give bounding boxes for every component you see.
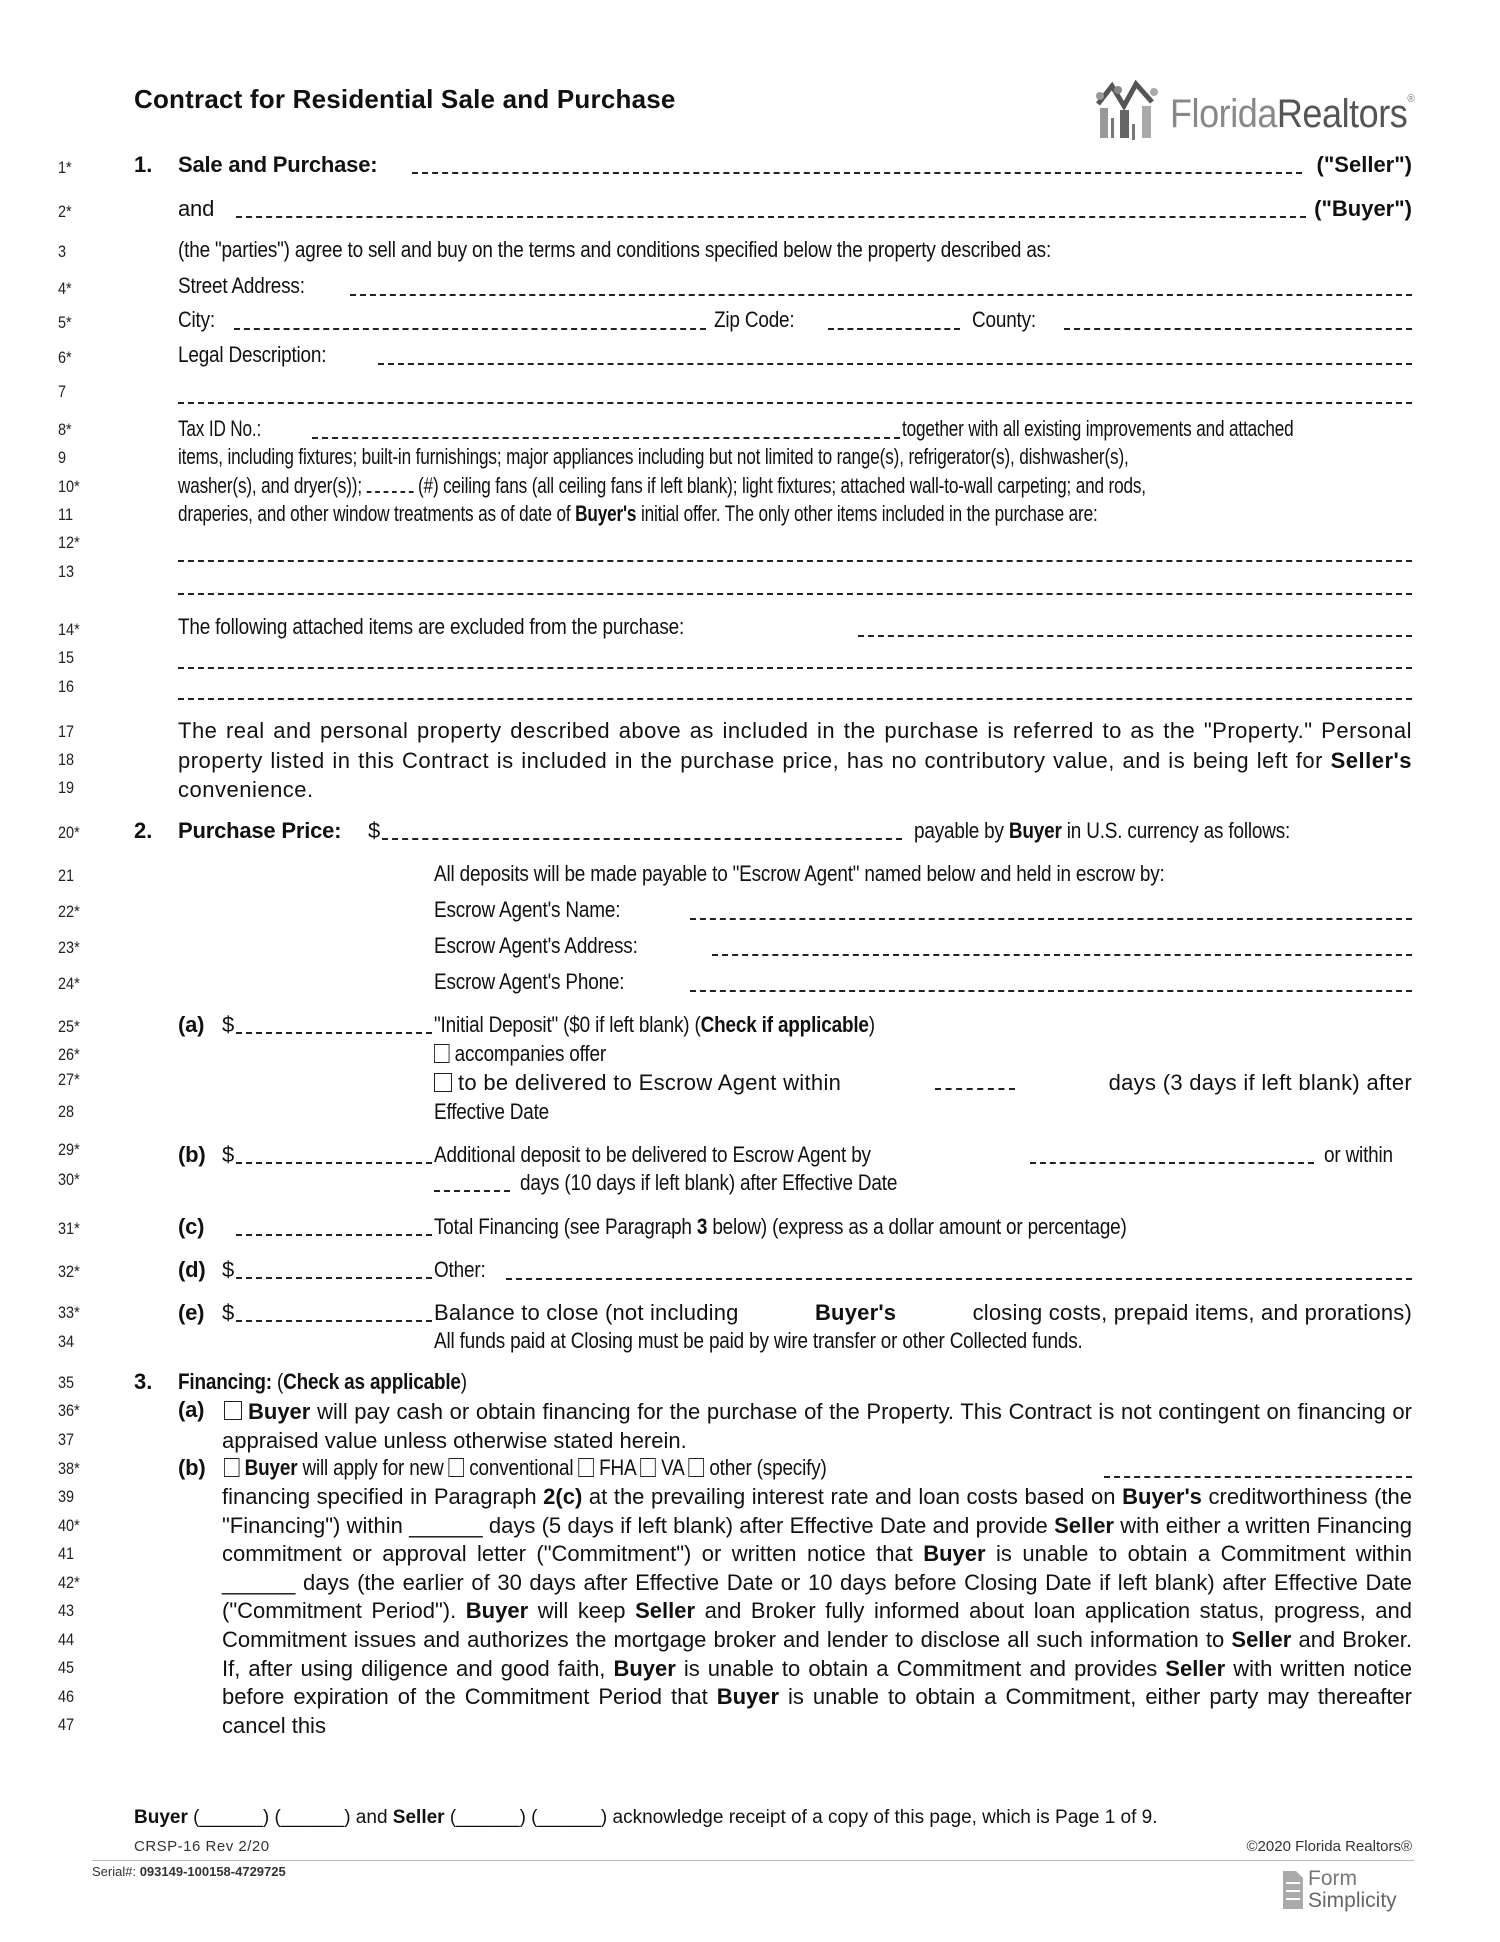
additional-deposit-days-field[interactable] — [434, 1172, 510, 1192]
accompanies-offer-checkbox[interactable] — [434, 1044, 449, 1063]
line-number: 35 — [58, 1373, 75, 1392]
item-d-dollar: $ — [222, 1257, 235, 1282]
apply-financing-checkbox[interactable] — [224, 1458, 239, 1477]
bold-term: Seller — [635, 1598, 696, 1624]
washer-dryer-text: washer(s), and dryer(s)); — [178, 473, 362, 498]
footer-buyer-bold: Buyer — [134, 1807, 188, 1828]
line-number: 24* — [58, 974, 80, 993]
brand-simplicity: Simplicity — [1308, 1889, 1397, 1912]
bold-term: Seller — [1054, 1512, 1114, 1538]
balance-note: closing costs, prepaid items, and prorations) — [972, 1300, 1412, 1325]
delivered-within-checkbox[interactable] — [434, 1073, 452, 1092]
cash-financing-text: will pay cash or obtain financing for the purchase of the Property. This Contract is not contingent on financing or appraised value unless otherwise stated herein. — [222, 1399, 1412, 1453]
excluded-items-field-line-2[interactable] — [178, 665, 1412, 669]
section-3-number: 3. — [134, 1369, 153, 1394]
line-number: 23* — [58, 938, 80, 957]
bold-term: Buyer — [613, 1655, 676, 1681]
currency-text: in U.S. currency as follows: — [1066, 818, 1291, 843]
total-financing-label: Total Financing (see Paragraph — [434, 1214, 692, 1239]
line-number: 22* — [58, 902, 80, 921]
window-treatments-text: draperies, and other window treatments as of date of — [178, 501, 571, 526]
logo-realtors: Realtors — [1276, 92, 1408, 136]
item-b-dollar: $ — [222, 1142, 235, 1167]
item-b-label: (b) — [178, 1142, 206, 1167]
other-specify-label: other (specify) — [709, 1455, 827, 1480]
line-number: 21 — [58, 866, 75, 885]
balance-to-close-field[interactable] — [236, 1302, 432, 1322]
fha-label: FHA — [599, 1455, 636, 1480]
zip-code-label: Zip Code: — [714, 307, 795, 332]
line-number: 42* — [58, 1573, 80, 1592]
line-number: 28 — [58, 1102, 75, 1121]
document-title: Contract for Residential Sale and Purchase — [134, 84, 676, 114]
check-if-applicable: Check if applicable — [700, 1012, 869, 1037]
city-field[interactable] — [234, 310, 706, 330]
escrow-phone-field[interactable] — [690, 972, 1412, 992]
other-label: Other: — [434, 1257, 486, 1282]
other-amount-field[interactable] — [236, 1259, 432, 1279]
bold-term: Seller — [1231, 1626, 1292, 1652]
payable-text — [914, 818, 1290, 844]
buyer-label: ("Buyer") — [1314, 196, 1412, 221]
payable-by-text: payable by — [914, 818, 1004, 843]
initial-deposit-label: "Initial Deposit" ($0 if left blank) ( — [434, 1012, 701, 1037]
line-number: 29* — [58, 1140, 80, 1159]
bold-term: Buyer — [923, 1541, 986, 1567]
item-c-label: (c) — [178, 1214, 205, 1239]
and-label: and — [178, 196, 215, 221]
buyer-bold: Buyer — [248, 1399, 311, 1424]
excluded-items-field[interactable] — [858, 617, 1412, 637]
financing-a-label: (a) — [178, 1397, 205, 1422]
line-number: 6* — [58, 348, 72, 367]
body-text-run: and Broker. If, after using diligence and good faith, — [222, 1626, 1412, 1681]
ceiling-fans-count-field[interactable] — [367, 473, 414, 493]
city-label: City: — [178, 307, 215, 332]
balance-to-close-text — [434, 1300, 1412, 1326]
other-items-field-line-1[interactable] — [178, 558, 1412, 562]
section-2-number: 2. — [134, 818, 153, 843]
deposits-text: All deposits will be made payable to "Escrow Agent" named below and held in escrow by: — [434, 861, 1165, 886]
body-text-run: creditworthiness (the "Financing") within ______ days (5 days if left blank) after Effective Date and provide — [222, 1484, 1412, 1538]
form-simplicity-logo — [1282, 1868, 1397, 1912]
line-number: 12* — [58, 533, 80, 552]
accompanies-offer-label: accompanies offer — [454, 1041, 606, 1066]
buyer-bold: Buyer — [244, 1455, 298, 1480]
va-checkbox[interactable] — [640, 1458, 655, 1477]
form-simplicity-wordmark — [1308, 1868, 1397, 1912]
escrow-name-label: Escrow Agent's Name: — [434, 897, 621, 922]
excluded-items-label: The following attached items are excluded from the purchase: — [178, 614, 685, 639]
financing-b-body-text — [222, 1483, 1412, 1740]
serial-number — [92, 1864, 286, 1879]
line-number: 47 — [58, 1715, 75, 1734]
line-number: 46 — [58, 1687, 75, 1706]
line-number: 37 — [58, 1430, 75, 1449]
line-number: 5* — [58, 313, 72, 332]
street-address-label: Street Address: — [178, 273, 305, 298]
form-code: CRSP-16 Rev 2/20 — [134, 1838, 270, 1855]
line-number: 14* — [58, 620, 80, 639]
realtors-houses-icon — [1094, 80, 1164, 142]
additional-deposit-field[interactable] — [236, 1144, 432, 1164]
financing-a-text — [222, 1397, 1412, 1455]
purchase-price-field[interactable] — [382, 820, 902, 840]
logo-florida: Florida — [1170, 92, 1277, 136]
conventional-checkbox[interactable] — [449, 1458, 464, 1477]
included-items-line-11 — [178, 501, 1098, 527]
purchase-price-dollar: $ — [368, 818, 381, 843]
line-number: 3 — [58, 242, 67, 261]
days-after-label: days (3 days if left blank) after — [1108, 1070, 1412, 1095]
line-number: 25* — [58, 1017, 80, 1036]
acknowledgement-text: (______) (______) acknowledge receipt of a copy of this page, which is Page 1 of 9. — [449, 1807, 1158, 1828]
line-number: 2* — [58, 202, 72, 221]
line-number: 10* — [58, 477, 80, 496]
other-financing-field[interactable] — [1104, 1458, 1412, 1478]
body-text-run: financing specified in Paragraph — [222, 1484, 544, 1509]
legal-description-field[interactable] — [378, 345, 1412, 365]
tax-id-after-text: together with all existing improvements and attached — [902, 416, 1294, 441]
seller-label: ("Seller") — [1316, 152, 1412, 177]
seller-name-field[interactable] — [412, 154, 1302, 174]
line-number: 43 — [58, 1601, 75, 1620]
item-a-dollar: $ — [222, 1012, 235, 1037]
county-label: County: — [972, 307, 1037, 332]
item-e-dollar: $ — [222, 1300, 235, 1325]
apply-text: will apply for new — [302, 1455, 444, 1480]
line-number: 31* — [58, 1219, 80, 1238]
item-d-label: (d) — [178, 1257, 206, 1282]
ceiling-fans-text: (#) ceiling fans (all ceiling fans if left blank); light fixtures; attached wall-to-wall carpeting; and rods, — [417, 473, 1146, 498]
line-number: 34 — [58, 1332, 75, 1351]
page-acknowledgement — [134, 1807, 1158, 1829]
body-text-run: with written notice before expiration of the Commitment Period that — [222, 1655, 1412, 1710]
line-number: 1* — [58, 158, 72, 177]
paragraph-3-ref: 3 — [696, 1214, 708, 1239]
delivered-within-label: to be delivered to Escrow Agent within — [458, 1070, 842, 1095]
serial-label: Serial#: — [92, 1864, 137, 1879]
line-number: 44 — [58, 1630, 75, 1649]
item-a-label: (a) — [178, 1012, 205, 1037]
item-e-label: (e) — [178, 1300, 205, 1325]
line-number: 16 — [58, 677, 75, 696]
escrow-name-field[interactable] — [690, 900, 1412, 920]
legal-description-field-line-2[interactable] — [178, 400, 1412, 404]
escrow-address-field[interactable] — [712, 936, 1412, 956]
buyers-bold: Buyer's — [575, 501, 637, 526]
buyers-bold: Buyer's — [814, 1300, 897, 1325]
body-text-run: is unable to obtain a Commitment and provides — [675, 1655, 1166, 1681]
line-number: 41 — [58, 1544, 75, 1563]
buyer-name-field[interactable] — [236, 198, 1306, 218]
delivered-within-option[interactable] — [434, 1070, 1412, 1096]
line-number: 9 — [58, 448, 67, 467]
initial-deposit-field[interactable] — [236, 1014, 432, 1034]
bold-term: Buyer — [716, 1684, 780, 1710]
other-description-field[interactable] — [506, 1260, 1412, 1280]
property-definition-text — [178, 716, 1412, 805]
excluded-items-field-line-3[interactable] — [178, 696, 1412, 700]
balance-label: Balance to close (not including — [434, 1300, 739, 1325]
brand-form: Form — [1308, 1867, 1357, 1890]
serial-value: 093149-100158-4729725 — [139, 1864, 286, 1879]
legal-description-label: Legal Description: — [178, 342, 327, 367]
included-items-line-10 — [178, 473, 1146, 499]
initial-deposit-days-field[interactable] — [935, 1070, 1015, 1090]
buyer-initials-blanks[interactable]: (______) (______) and — [193, 1807, 388, 1828]
line-number: 33* — [58, 1303, 80, 1322]
bold-term: Seller — [1165, 1655, 1226, 1681]
document-icon — [1282, 1870, 1304, 1910]
or-within-text: or within — [1324, 1142, 1393, 1167]
additional-deposit-text: Additional deposit to be delivered to Escrow Agent by — [434, 1142, 871, 1167]
body-text-run: at the prevailing interest rate and loan costs based on — [582, 1484, 1123, 1509]
line-number: 26* — [58, 1045, 80, 1064]
footer-seller-bold: Seller — [392, 1807, 445, 1828]
line-number: 7 — [58, 382, 67, 401]
buyer-bold: Buyer — [1008, 818, 1062, 843]
paren-close: ) — [460, 1369, 467, 1394]
line-number: 40* — [58, 1516, 80, 1535]
effective-date-text: Effective Date — [434, 1099, 550, 1124]
accompanies-offer-option[interactable] — [434, 1041, 606, 1067]
paren-open: ( — [277, 1369, 284, 1394]
county-field[interactable] — [1064, 310, 1412, 330]
line-number: 11 — [58, 505, 74, 524]
line-number: 15 — [58, 648, 75, 667]
body-text-run: is unable to obtain a Commitment, either party may thereafter cancel this — [222, 1684, 1412, 1738]
included-items-line-9: items, including fixtures; built-in furnishings; major appliances including but not limited to range(s), refrigerator(s), dishwasher(s), — [178, 444, 1129, 469]
body-text-run: will keep — [528, 1598, 636, 1624]
logo-wordmark — [1170, 94, 1414, 134]
total-financing-field[interactable] — [236, 1216, 432, 1236]
footer-divider — [92, 1860, 1414, 1861]
property-text: The real and personal property described above as included in the purchase is referred to as the "Property." Personal property listed in this Contract is included in the purchase price, has no contributory value, and is being left for — [178, 718, 1412, 773]
financing-heading: Financing: — [178, 1369, 272, 1394]
additional-deposit-date-field[interactable] — [1030, 1144, 1314, 1164]
line-number: 8* — [58, 420, 72, 439]
close-paren: ) — [868, 1012, 875, 1037]
line-number: 32* — [58, 1262, 80, 1281]
line-number: 45 — [58, 1658, 75, 1677]
line-number: 4* — [58, 279, 72, 298]
financing-b-apply-line — [224, 1455, 827, 1481]
body-text-run: and Broker fully informed about loan application status, progress, and Commitment issues and authorizes the mortgage broker and lender to disclose all such information to — [222, 1598, 1413, 1652]
financing-b-label: (b) — [178, 1455, 206, 1480]
total-financing-text — [434, 1214, 1127, 1240]
florida-realtors-logo — [1094, 72, 1441, 142]
line-number: 20* — [58, 823, 80, 842]
convenience-text: convenience. — [178, 777, 314, 802]
line-number: 27* — [58, 1070, 80, 1089]
line-number: 17 — [58, 722, 75, 741]
other-financing-checkbox[interactable] — [689, 1458, 704, 1477]
other-items-text: initial offer. The only other items included in the purchase are: — [640, 501, 1098, 526]
zip-code-field[interactable] — [828, 310, 960, 330]
copyright: ©2020 Florida Realtors® — [1246, 1838, 1412, 1855]
body-text-run: with either a written Financing commitment or approval letter ("Commitment") or written notice that — [222, 1512, 1412, 1567]
initial-deposit-text — [434, 1012, 875, 1038]
section-1-heading: Sale and Purchase: — [178, 152, 378, 177]
bold-term: 2(c) — [543, 1484, 583, 1509]
parties-text: (the "parties") agree to sell and buy on the terms and conditions specified below the property described as: — [178, 237, 1052, 262]
additional-deposit-days-text: days (10 days if left blank) after Effective Date — [520, 1170, 898, 1195]
fha-checkbox[interactable] — [578, 1458, 593, 1477]
wire-transfer-text: All funds paid at Closing must be paid by wire transfer or other Collected funds. — [434, 1328, 1083, 1353]
line-number: 36* — [58, 1401, 80, 1420]
body-text-run: is unable to obtain a Commitment within ______ days (the earlier of 30 days after Effective Date or 10 days before Closing Date if left blank) after Effective Date ("Commitment Period"). — [222, 1541, 1412, 1624]
va-label: VA — [661, 1455, 684, 1480]
escrow-address-label: Escrow Agent's Address: — [434, 933, 638, 958]
tax-id-field[interactable] — [312, 419, 900, 439]
tax-id-label: Tax ID No.: — [178, 416, 262, 441]
line-number: 30* — [58, 1170, 80, 1189]
section-2-heading: Purchase Price: — [178, 818, 342, 843]
escrow-phone-label: Escrow Agent's Phone: — [434, 969, 625, 994]
other-items-field-line-2[interactable] — [178, 591, 1412, 595]
conventional-label: conventional — [469, 1455, 574, 1480]
check-as-applicable: Check as applicable — [283, 1369, 461, 1394]
bold-term: Buyer's — [1122, 1484, 1202, 1509]
sellers-bold: Seller's — [1330, 747, 1412, 773]
line-number: 39 — [58, 1487, 75, 1506]
street-address-field[interactable] — [350, 276, 1412, 296]
line-number: 13 — [58, 562, 75, 581]
line-number: 19 — [58, 778, 75, 797]
section-1-number: 1. — [134, 152, 153, 177]
line-number: 38* — [58, 1459, 80, 1478]
section-3-heading — [178, 1369, 467, 1395]
registered-mark: ® — [1407, 93, 1415, 105]
bold-term: Buyer — [465, 1598, 529, 1624]
total-financing-note: below) (express as a dollar amount or percentage) — [712, 1214, 1127, 1239]
line-number: 18 — [58, 750, 75, 769]
